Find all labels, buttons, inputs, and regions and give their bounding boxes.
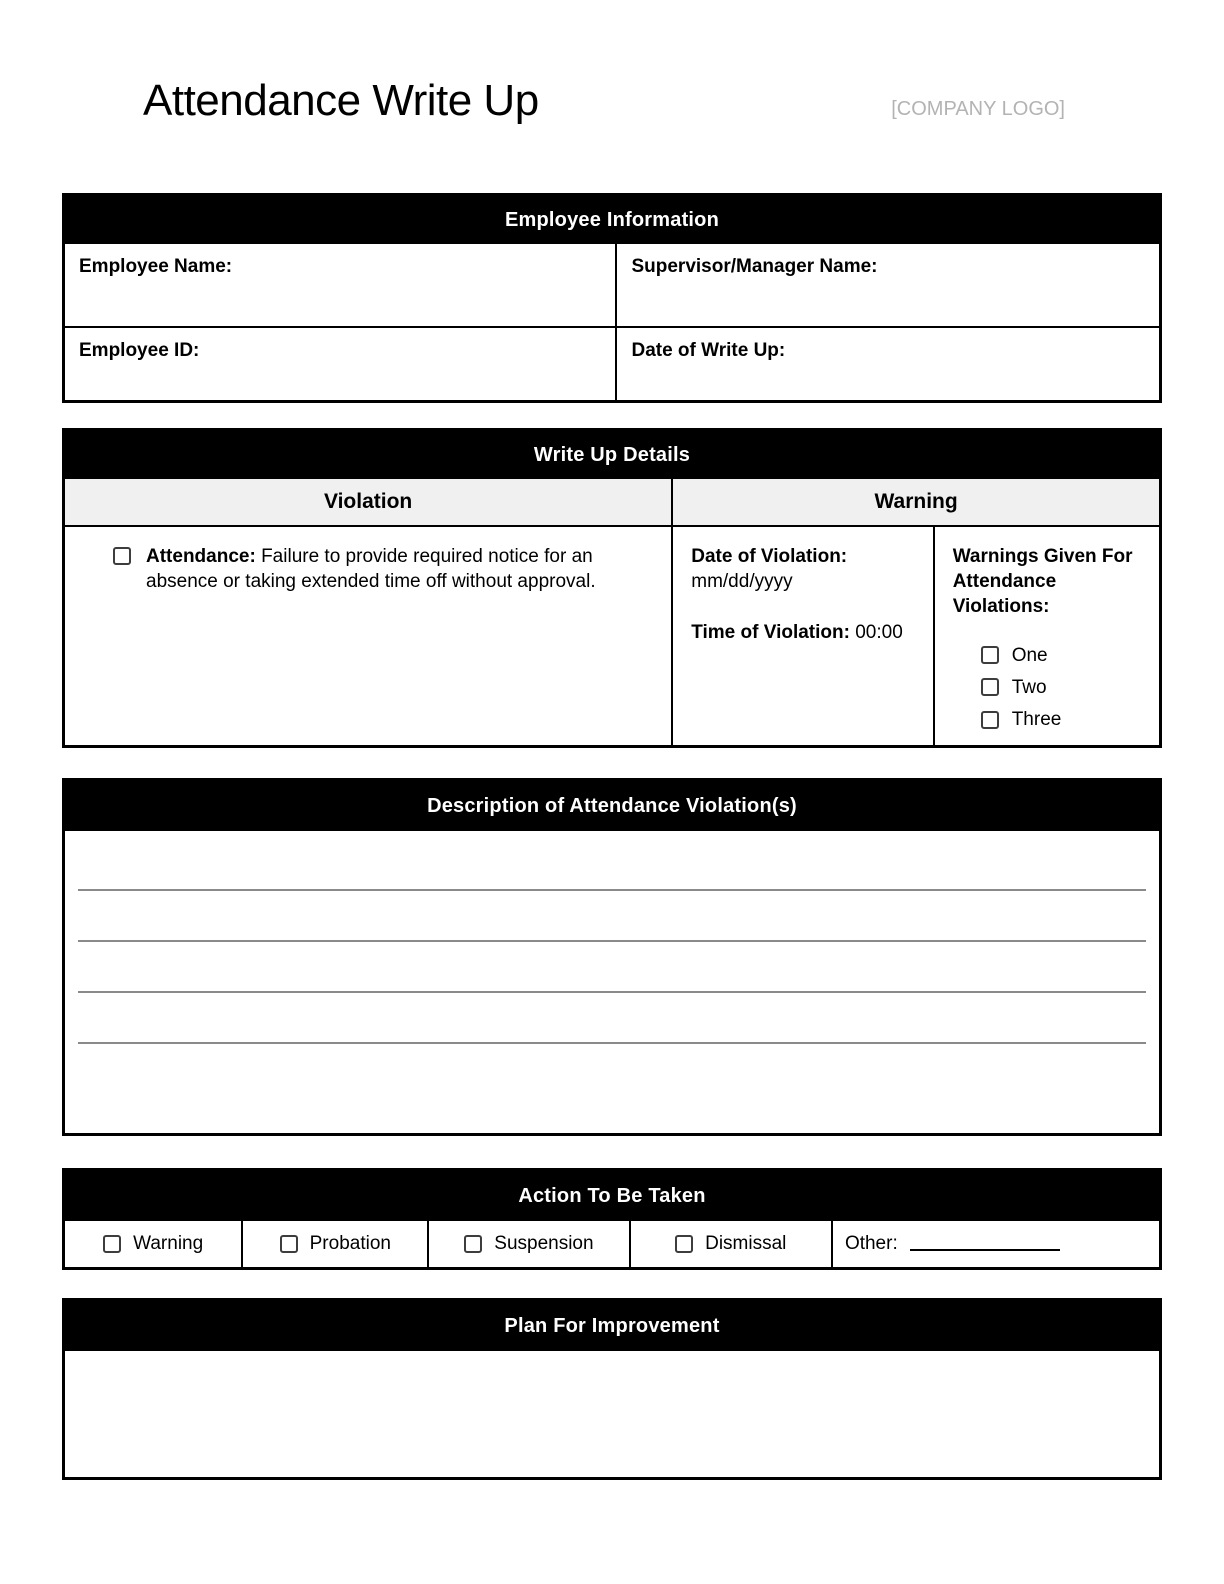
- action-suspension-label: Suspension: [494, 1232, 594, 1254]
- form-page: [62, 0, 1162, 1480]
- warnings-given-label: Warnings Given For Attendance Violations:: [952, 545, 1133, 617]
- details-row: [65, 527, 1159, 745]
- time-of-violation-row: [691, 620, 914, 645]
- action-probation-label: Probation: [309, 1232, 391, 1254]
- action-option-dismissal: [631, 1221, 833, 1267]
- warning-count-option-one: [981, 643, 1141, 668]
- employee-id-label: Employee ID:: [79, 339, 200, 361]
- writing-line[interactable]: [78, 889, 1146, 891]
- employee-information-table: [65, 244, 1159, 400]
- description-section: [62, 778, 1162, 1136]
- description-writing-area[interactable]: [65, 889, 1159, 1133]
- action-warning-label: Warning: [133, 1232, 204, 1254]
- employee-information-header: Employee Information: [65, 196, 1159, 244]
- warning-three-label: Three: [1011, 708, 1062, 730]
- warning-two-checkbox[interactable]: [981, 678, 999, 696]
- supervisor-name-field[interactable]: [617, 244, 1159, 328]
- employee-name-field[interactable]: [65, 244, 617, 328]
- document-header: [62, 0, 1162, 127]
- action-warning-checkbox[interactable]: [103, 1235, 121, 1253]
- action-dismissal-label: Dismissal: [705, 1232, 787, 1254]
- warning-two-label: Two: [1011, 676, 1047, 698]
- date-of-write-up-label: Date of Write Up:: [631, 339, 786, 361]
- action-options-row: [65, 1221, 1159, 1267]
- warnings-given-cell: [935, 527, 1159, 745]
- date-of-violation-label: Date of Violation:: [691, 545, 848, 567]
- supervisor-name-label: Supervisor/Manager Name:: [631, 255, 878, 277]
- violation-cell: [65, 527, 673, 745]
- time-of-violation-label: Time of Violation:: [691, 621, 850, 643]
- warnings-given-options: [953, 643, 1141, 732]
- details-column-headers: [65, 479, 1159, 527]
- violation-column-header: Violation: [65, 479, 673, 525]
- action-dismissal-checkbox[interactable]: [675, 1235, 693, 1253]
- plan-header: Plan For Improvement: [65, 1301, 1159, 1351]
- action-option-warning: [65, 1221, 243, 1267]
- employee-id-field[interactable]: [65, 328, 617, 400]
- violation-datetime-cell[interactable]: [673, 527, 934, 745]
- warning-count-option-three: [981, 707, 1141, 732]
- date-of-violation-value[interactable]: mm/dd/yyyy: [691, 570, 793, 592]
- action-suspension-checkbox[interactable]: [464, 1235, 482, 1253]
- page-title: Attendance Write Up: [143, 76, 539, 125]
- action-option-suspension: [429, 1221, 630, 1267]
- plan-section: [62, 1298, 1162, 1480]
- writing-line[interactable]: [78, 940, 1146, 942]
- action-other-label: Other:: [844, 1232, 898, 1254]
- warning-one-label: One: [1011, 644, 1048, 666]
- write-up-details-header: Write Up Details: [65, 431, 1159, 479]
- action-header: Action To Be Taken: [65, 1171, 1159, 1221]
- warning-count-option-two: [981, 675, 1141, 700]
- action-section: [62, 1168, 1162, 1270]
- attendance-violation-label: Attendance:: [146, 545, 256, 567]
- employee-information-section: [62, 193, 1162, 403]
- employee-name-label: Employee Name:: [79, 255, 233, 277]
- action-option-other: [833, 1221, 1159, 1267]
- attendance-violation-option: [83, 544, 653, 594]
- action-probation-checkbox[interactable]: [280, 1235, 298, 1253]
- attendance-violation-text: [146, 544, 653, 594]
- writing-line[interactable]: [78, 1042, 1146, 1044]
- action-option-probation: [243, 1221, 429, 1267]
- time-of-violation-value[interactable]: 00:00: [855, 621, 903, 643]
- other-fill-line[interactable]: [910, 1236, 1060, 1251]
- plan-writing-area[interactable]: [65, 1351, 1159, 1477]
- writing-line[interactable]: [78, 991, 1146, 993]
- description-header: Description of Attendance Violation(s): [65, 781, 1159, 831]
- write-up-details-section: [62, 428, 1162, 748]
- warning-column-header: Warning: [874, 489, 958, 513]
- company-logo-placeholder: [COMPANY LOGO]: [891, 98, 1065, 120]
- attendance-violation-description: Failure to provide required notice for an absence or taking extended time off without approval.: [146, 545, 596, 592]
- warning-three-checkbox[interactable]: [981, 711, 999, 729]
- date-of-write-up-field[interactable]: [617, 328, 1159, 400]
- warning-one-checkbox[interactable]: [981, 646, 999, 664]
- attendance-checkbox[interactable]: [113, 547, 131, 565]
